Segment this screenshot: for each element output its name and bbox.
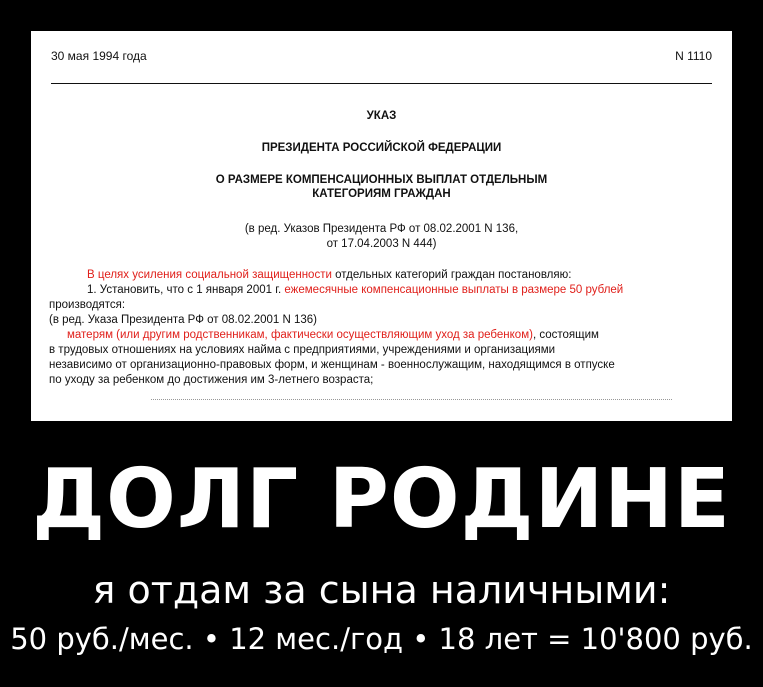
document-number: N 1110 <box>675 49 712 63</box>
body-line: независимо от организационно-правовых форм, и женщинам - военнослужащим, находящимся в отпуске <box>49 359 615 371</box>
decree-heading: УКАЗ <box>366 110 397 122</box>
poster-title: ДОЛГ РОДИНЕ <box>32 452 731 547</box>
body-text: 1. Установить, что с 1 января 2001 г. <box>87 284 285 296</box>
poster-calculation: 50 руб./мес. • 12 мес./год • 18 лет = 10'800 руб. <box>10 622 753 656</box>
body-line: производятся: <box>49 299 126 311</box>
document-date: 30 мая 1994 года <box>51 49 147 63</box>
paragraph-recipients <box>49 328 714 343</box>
document-header <box>51 49 712 63</box>
highlight-text: ежемесячные компенсационные выплаты в размере 50 рублей <box>284 284 624 296</box>
paragraph-preamble <box>49 268 714 283</box>
decree-subject-line1: О РАЗМЕРЕ КОМПЕНСАЦИОННЫХ ВЫПЛАТ ОТДЕЛЬНЫМ <box>215 174 548 186</box>
amendment-note: (в ред. Указа Президента РФ от 08.02.2001 N 136) <box>49 314 318 326</box>
paragraph-item-1 <box>49 283 714 298</box>
highlight-text: В целях усиления социальной защищенности <box>87 269 332 281</box>
edition-note-line1: (в ред. Указов Президента РФ от 08.02.2001 N 136, <box>244 223 519 235</box>
decree-issuer: ПРЕЗИДЕНТА РОССИЙСКОЙ ФЕДЕРАЦИИ <box>261 142 502 154</box>
body-line: в трудовых отношениях на условиях найма с предприятиями, учреждениями и организациями <box>49 344 556 356</box>
body-line: по уходу за ребенком до достижения им 3-летнего возраста; <box>49 374 374 386</box>
decree-subject-line2: КАТЕГОРИЯМ ГРАЖДАН <box>312 188 451 200</box>
body-text: отдельных категорий граждан постановляю: <box>331 269 572 281</box>
cut-off-line <box>151 399 672 401</box>
document-scan <box>31 31 732 421</box>
edition-note-line2: от 17.04.2003 N 444) <box>326 238 437 250</box>
header-divider <box>51 83 712 84</box>
highlight-text: матерям (или другим родственникам, фактически осуществляющим уход за ребенком) <box>67 329 533 341</box>
decree-body <box>49 268 714 388</box>
poster-subtitle: я отдам за сына наличными: <box>92 568 671 612</box>
body-text: , состоящим <box>532 329 599 341</box>
